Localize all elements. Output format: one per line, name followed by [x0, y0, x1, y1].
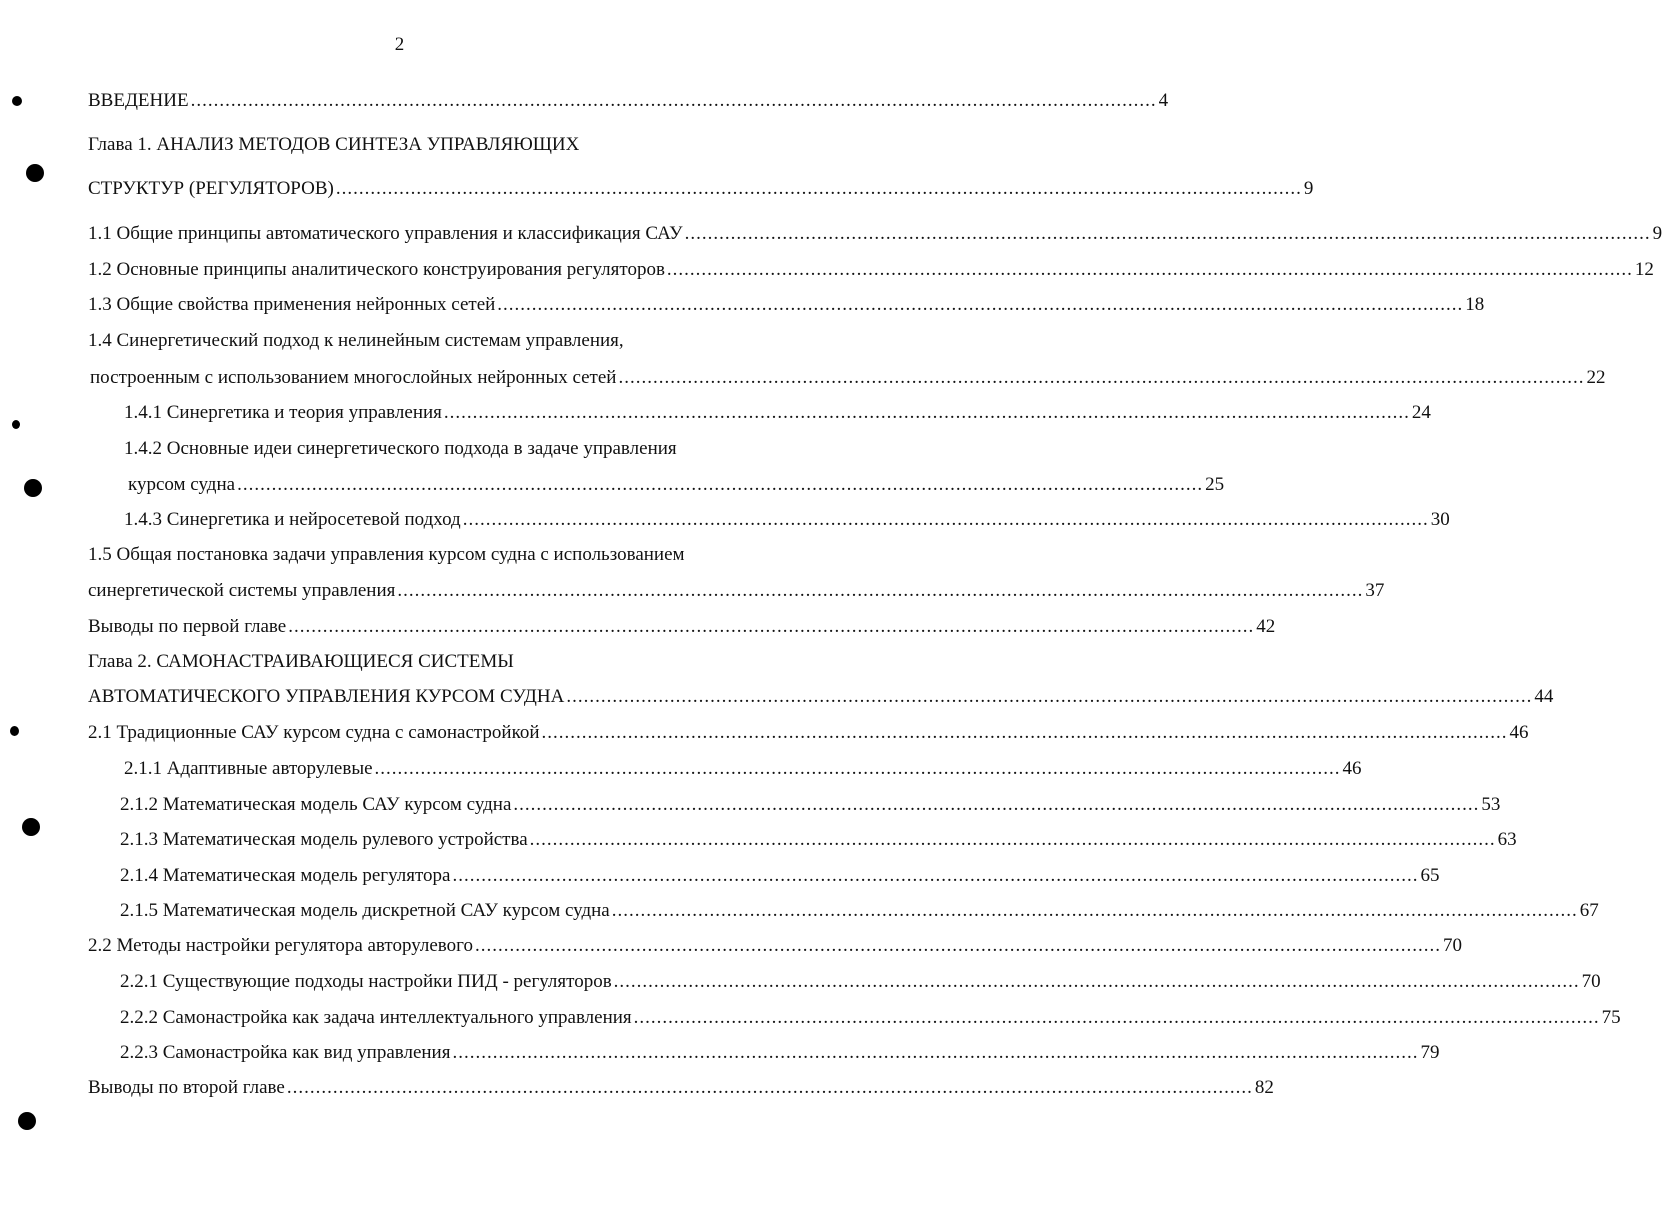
toc-leader-dots: ........................................................................................................................................................................ — [497, 294, 1464, 315]
toc-entry-title: 1.2 Основные принципы аналитического конструирования регуляторов — [88, 259, 665, 280]
toc-entry-page: 24 — [1411, 402, 1431, 423]
toc-leader-dots: ........................................................................................................................................................................ — [474, 935, 1441, 956]
toc-entry[interactable] — [90, 366, 1606, 390]
toc-entry-page: 18 — [1465, 294, 1485, 315]
toc-leader-dots: ........................................................................................................................................................................ — [666, 259, 1633, 280]
toc-entry-page: 67 — [1579, 900, 1599, 921]
toc-leader-dots: ........................................................................................................................................................................ — [611, 900, 1578, 921]
toc-leader-dots: ........................................................................................................................................................................ — [335, 178, 1302, 199]
toc-entry-page: 70 — [1581, 971, 1601, 992]
binder-hole-mark — [22, 818, 40, 836]
toc-entry[interactable] — [88, 177, 1314, 201]
toc-entry-page: 46 — [1342, 758, 1362, 779]
toc-leader-dots: ........................................................................................................................................................................ — [684, 223, 1651, 244]
toc-entry-title: курсом судна — [128, 474, 236, 495]
binder-hole-mark — [10, 726, 19, 736]
toc-entry[interactable] — [88, 615, 1276, 639]
toc-entry-title: построенным с использованием многослойных нейронных сетей — [90, 367, 617, 388]
binder-hole-mark — [12, 96, 22, 106]
toc-leader-dots: ........................................................................................................................................................................ — [443, 402, 1410, 423]
toc-entry-page: 46 — [1509, 722, 1529, 743]
toc-entry-title: 1.4.3 Синергетика и нейросетевой подход — [124, 509, 461, 530]
toc-leader-dots: ........................................................................................................................................................................ — [288, 616, 1255, 637]
toc-entry-page: 63 — [1497, 829, 1517, 850]
toc-entry-title: 1.4 Синергетический подход к нелинейным системам управления, — [88, 330, 624, 351]
toc-leader-dots: ........................................................................................................................................................................ — [462, 509, 1429, 530]
toc-entry[interactable] — [88, 1076, 1274, 1100]
toc-entry[interactable] — [88, 133, 728, 157]
toc-entry-page: 82 — [1254, 1077, 1274, 1098]
toc-leader-dots: ........................................................................................................................................................................ — [374, 758, 1341, 779]
toc-entry-title: Выводы по второй главе — [88, 1077, 285, 1098]
toc-entry-title: 2.2.2 Самонастройка как задача интеллектуального управления — [120, 1007, 632, 1028]
toc-entry-page: 4 — [1158, 90, 1169, 111]
toc-entry[interactable] — [120, 864, 1440, 888]
toc-entry-title: 1.4.2 Основные идеи синергетического подхода в задаче управления — [124, 438, 677, 459]
toc-entry-title: 2.2 Методы настройки регулятора авторулевого — [88, 935, 473, 956]
toc-leader-dots: ........................................................................................................................................................................ — [237, 474, 1204, 495]
binder-hole-mark — [24, 479, 42, 497]
toc-entry[interactable] — [88, 579, 1385, 603]
toc-entry[interactable] — [88, 721, 1529, 745]
toc-entry-title: 1.3 Общие свойства применения нейронных сетей — [88, 294, 496, 315]
toc-entry[interactable] — [88, 89, 1169, 113]
toc-entry[interactable] — [120, 1041, 1440, 1065]
toc-entry[interactable] — [88, 329, 728, 353]
toc-leader-dots: ........................................................................................................................................................................ — [618, 367, 1585, 388]
binder-hole-mark — [18, 1112, 36, 1130]
toc-entry-title: Глава 1. АНАЛИЗ МЕТОДОВ СИНТЕЗА УПРАВЛЯЮЩИХ — [88, 134, 580, 155]
toc-leader-dots: ........................................................................................................................................................................ — [541, 722, 1508, 743]
toc-entry-page: 12 — [1634, 259, 1654, 280]
toc-entry-title: 2.1 Традиционные САУ курсом судна с самонастройкой — [88, 722, 540, 743]
toc-entry-title: 2.1.3 Математическая модель рулевого устройства — [120, 829, 528, 850]
page-number: 2 — [394, 34, 405, 55]
toc-leader-dots: ........................................................................................................................................................................ — [452, 865, 1419, 886]
toc-entry-title: АВТОМАТИЧЕСКОГО УПРАВЛЕНИЯ КУРСОМ СУДНА — [88, 686, 565, 707]
toc-entry[interactable] — [128, 473, 1225, 497]
toc-leader-dots: ........................................................................................................................................................................ — [633, 1007, 1600, 1028]
toc-entry-page: 22 — [1586, 367, 1606, 388]
toc-entry-title: 2.1.2 Математическая модель САУ курсом судна — [120, 794, 512, 815]
toc-entry[interactable] — [88, 685, 1554, 709]
toc-entry-page: 75 — [1601, 1007, 1621, 1028]
toc-entry-title: 2.1.1 Адаптивные авторулевые — [124, 758, 373, 779]
toc-leader-dots: ........................................................................................................................................................................ — [452, 1042, 1419, 1063]
toc-entry[interactable] — [88, 934, 1462, 958]
toc-entry-page: 9 — [1303, 178, 1314, 199]
toc-entry-page: 42 — [1256, 616, 1276, 637]
toc-entry[interactable] — [88, 650, 728, 674]
toc-leader-dots: ........................................................................................................................................................................ — [286, 1077, 1253, 1098]
toc-entry[interactable] — [124, 757, 1362, 781]
toc-entry[interactable] — [88, 258, 1654, 282]
toc-entry[interactable] — [124, 437, 764, 461]
toc-leader-dots: ........................................................................................................................................................................ — [613, 971, 1580, 992]
toc-entry-page: 53 — [1481, 794, 1501, 815]
toc-entry-page: 65 — [1420, 865, 1440, 886]
toc-entry[interactable] — [88, 293, 1485, 317]
toc-entry-title: Глава 2. САМОНАСТРАИВАЮЩИЕСЯ СИСТЕМЫ — [88, 651, 514, 672]
toc-leader-dots: ........................................................................................................................................................................ — [529, 829, 1496, 850]
toc-entry[interactable] — [120, 1006, 1621, 1030]
toc-entry[interactable] — [88, 222, 1662, 246]
toc-entry-title: 2.1.4 Математическая модель регулятора — [120, 865, 451, 886]
toc-entry-title: Выводы по первой главе — [88, 616, 287, 637]
toc-entry[interactable] — [88, 543, 748, 567]
toc-entry-title: СТРУКТУР (РЕГУЛЯТОРОВ) — [88, 178, 334, 199]
toc-entry-page: 25 — [1205, 474, 1225, 495]
toc-entry-title: 1.4.1 Синергетика и теория управления — [124, 402, 442, 423]
toc-entry[interactable] — [124, 508, 1450, 532]
toc-entry-title: 1.1 Общие принципы автоматического управления и классификация САУ — [88, 223, 683, 244]
toc-entry-title: 1.5 Общая постановка задачи управления курсом судна с использованием — [88, 544, 685, 565]
toc-entry-page: 9 — [1652, 223, 1662, 244]
toc-entry[interactable] — [120, 793, 1501, 817]
toc-leader-dots: ........................................................................................................................................................................ — [190, 90, 1157, 111]
toc-entry-page: 30 — [1430, 509, 1450, 530]
toc-entry-page: 37 — [1365, 580, 1385, 601]
toc-entry-page: 44 — [1534, 686, 1554, 707]
toc-entry-page: 79 — [1420, 1042, 1440, 1063]
binder-hole-mark — [26, 164, 44, 182]
toc-entry-title: синергетической системы управления — [88, 580, 396, 601]
toc-entry[interactable] — [120, 828, 1517, 852]
toc-entry[interactable] — [120, 899, 1599, 923]
toc-entry-title: 2.2.1 Существующие подходы настройки ПИД - регуляторов — [120, 971, 612, 992]
toc-leader-dots: ........................................................................................................................................................................ — [397, 580, 1364, 601]
toc-leader-dots: ........................................................................................................................................................................ — [566, 686, 1533, 707]
toc-entry-title: ВВЕДЕНИЕ — [88, 90, 189, 111]
toc-entry-title: 2.1.5 Математическая модель дискретной САУ курсом судна — [120, 900, 610, 921]
toc-entry[interactable] — [124, 401, 1431, 425]
toc-entry[interactable] — [120, 970, 1601, 994]
binder-hole-mark — [12, 420, 20, 429]
toc-entry-page: 70 — [1442, 935, 1462, 956]
toc-entry-title: 2.2.3 Самонастройка как вид управления — [120, 1042, 451, 1063]
toc-leader-dots: ........................................................................................................................................................................ — [513, 794, 1480, 815]
